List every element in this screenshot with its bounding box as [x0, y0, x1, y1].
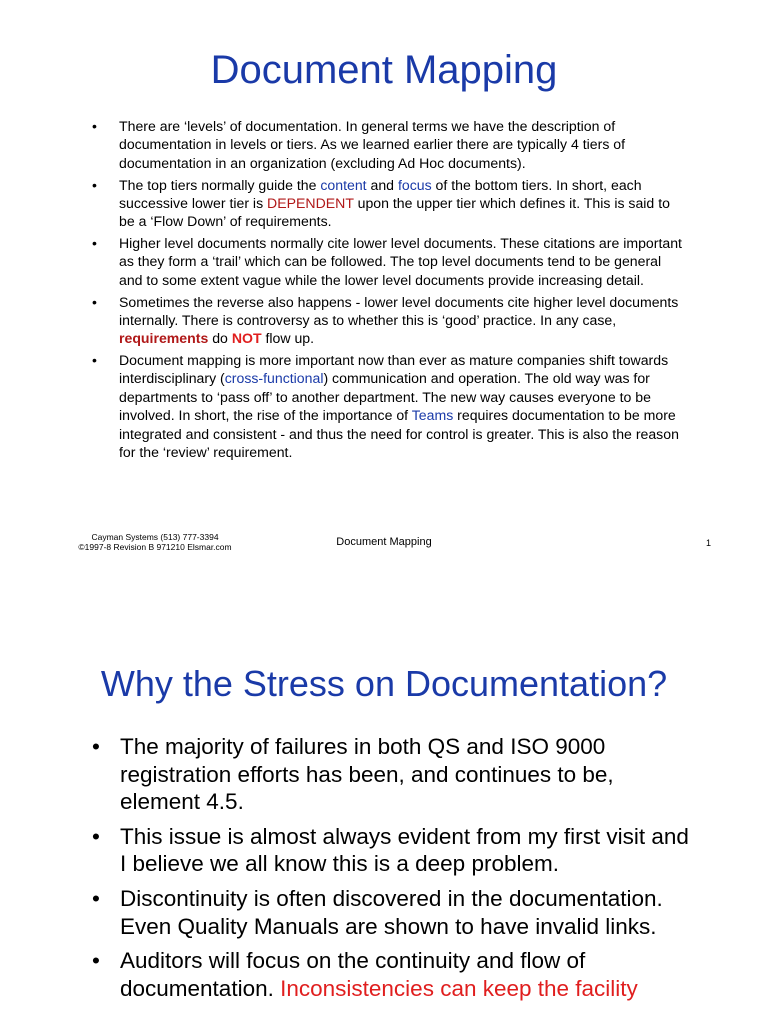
bullet-icon: •	[92, 885, 100, 911]
bullet-icon: •	[92, 176, 97, 193]
bullet-text-segment: Auditors will focus on the continuity and flow of documentation.	[120, 948, 586, 1001]
list-item	[92, 293, 682, 348]
slide-title: Document Mapping	[210, 48, 558, 92]
bullet-text-segment: Inconsistencies can keep the facility	[280, 975, 638, 1001]
bullet-text-segment: cross-functional	[224, 370, 324, 387]
bullet-text-segment: upon the upper tier which defines it. This is said to be a ‘Flow Down’ of requirements.	[119, 194, 670, 230]
slide-2	[0, 600, 768, 1024]
list-item	[92, 234, 682, 289]
list-item	[92, 117, 682, 172]
bullet-text-segment: The top tiers normally guide the	[119, 176, 321, 193]
bullet-list	[92, 733, 692, 1009]
bullet-icon: •	[92, 948, 100, 974]
bullet-text-segment: Discontinuity is often discovered in the documentation. Even Quality Manuals are shown to have invalid links.	[120, 885, 663, 939]
bullet-text-segment: focus	[397, 176, 432, 193]
bullet-text-segment: The majority of failures in both QS and ISO 9000 registration efforts has been, and continues to be, element 4.5.	[120, 734, 614, 815]
list-item	[92, 823, 692, 878]
bullet-text-segment: ) communication and operation. The old way was for departments to ‘pass off’ to another department. The new way causes everyone to be involved. In short, the rise of the importance of	[119, 370, 651, 424]
page-number: 1	[706, 538, 712, 548]
list-item	[92, 885, 692, 940]
bullet-icon: •	[92, 823, 100, 849]
bullet-text-segment: requires documentation to be more integrated and consistent - and thus the need for control is greater. This is also the reason for the ‘review’ requirement.	[119, 407, 679, 461]
bullet-text-segment: content	[320, 176, 367, 193]
footer-copyright-line: ©1997-8 Revision B 971210 Elsmar.com	[78, 542, 232, 552]
bullet-text-segment: DEPENDENT	[267, 194, 354, 211]
slide-title: Why the Stress on Documentation?	[100, 663, 668, 704]
footer-title: Document Mapping	[336, 536, 432, 548]
bullet-text-segment: Teams	[411, 407, 454, 424]
list-item	[92, 947, 692, 1002]
bullet-icon: •	[92, 118, 97, 134]
bullet-text-segment: There are ‘levels’ of documentation. In general terms we have the description of documentation in levels or tiers. As we learned earlier there are typically 4 tiers of documentation in an organization (excluding Ad Hoc documents).	[119, 118, 626, 171]
bullet-text-segment: flow up.	[261, 330, 315, 347]
bullet-text-segment: of the bottom tiers. In short, each successive lower tier is	[119, 176, 642, 211]
bullet-icon: •	[92, 734, 100, 759]
bullet-icon: •	[92, 352, 97, 369]
list-item	[92, 351, 682, 461]
bullet-text-segment: do	[208, 330, 232, 347]
bullet-text-segment: requirements	[119, 330, 209, 347]
bullet-text-segment: NOT	[231, 330, 262, 347]
list-item	[92, 733, 692, 816]
bullet-text-segment: Higher level documents normally cite lower level documents. These citations are important as they form a ‘trail’ which can be followed. The top level documents tend to be general and to some extent vague while the lower level documents provide increasing detail.	[119, 235, 682, 288]
bullet-icon: •	[92, 293, 97, 310]
bullet-text-segment: Document mapping is more important now than ever as mature companies shift towards interdisciplinary (	[119, 352, 669, 387]
footer-company-line: Cayman Systems (513) 777-3394	[91, 532, 219, 542]
list-item	[92, 176, 682, 231]
bullet-text-segment: and	[366, 176, 398, 193]
bullet-text-segment: This issue is almost always evident from my first visit and I believe we all know this is a deep problem.	[120, 823, 689, 877]
bullet-text-segment: Sometimes the reverse also happens - lower level documents cite higher level documents internally. There is controversy as to whether this is ‘good’ practice. In any case,	[119, 293, 679, 328]
bullet-list	[92, 117, 682, 465]
bullet-icon: •	[92, 235, 97, 252]
